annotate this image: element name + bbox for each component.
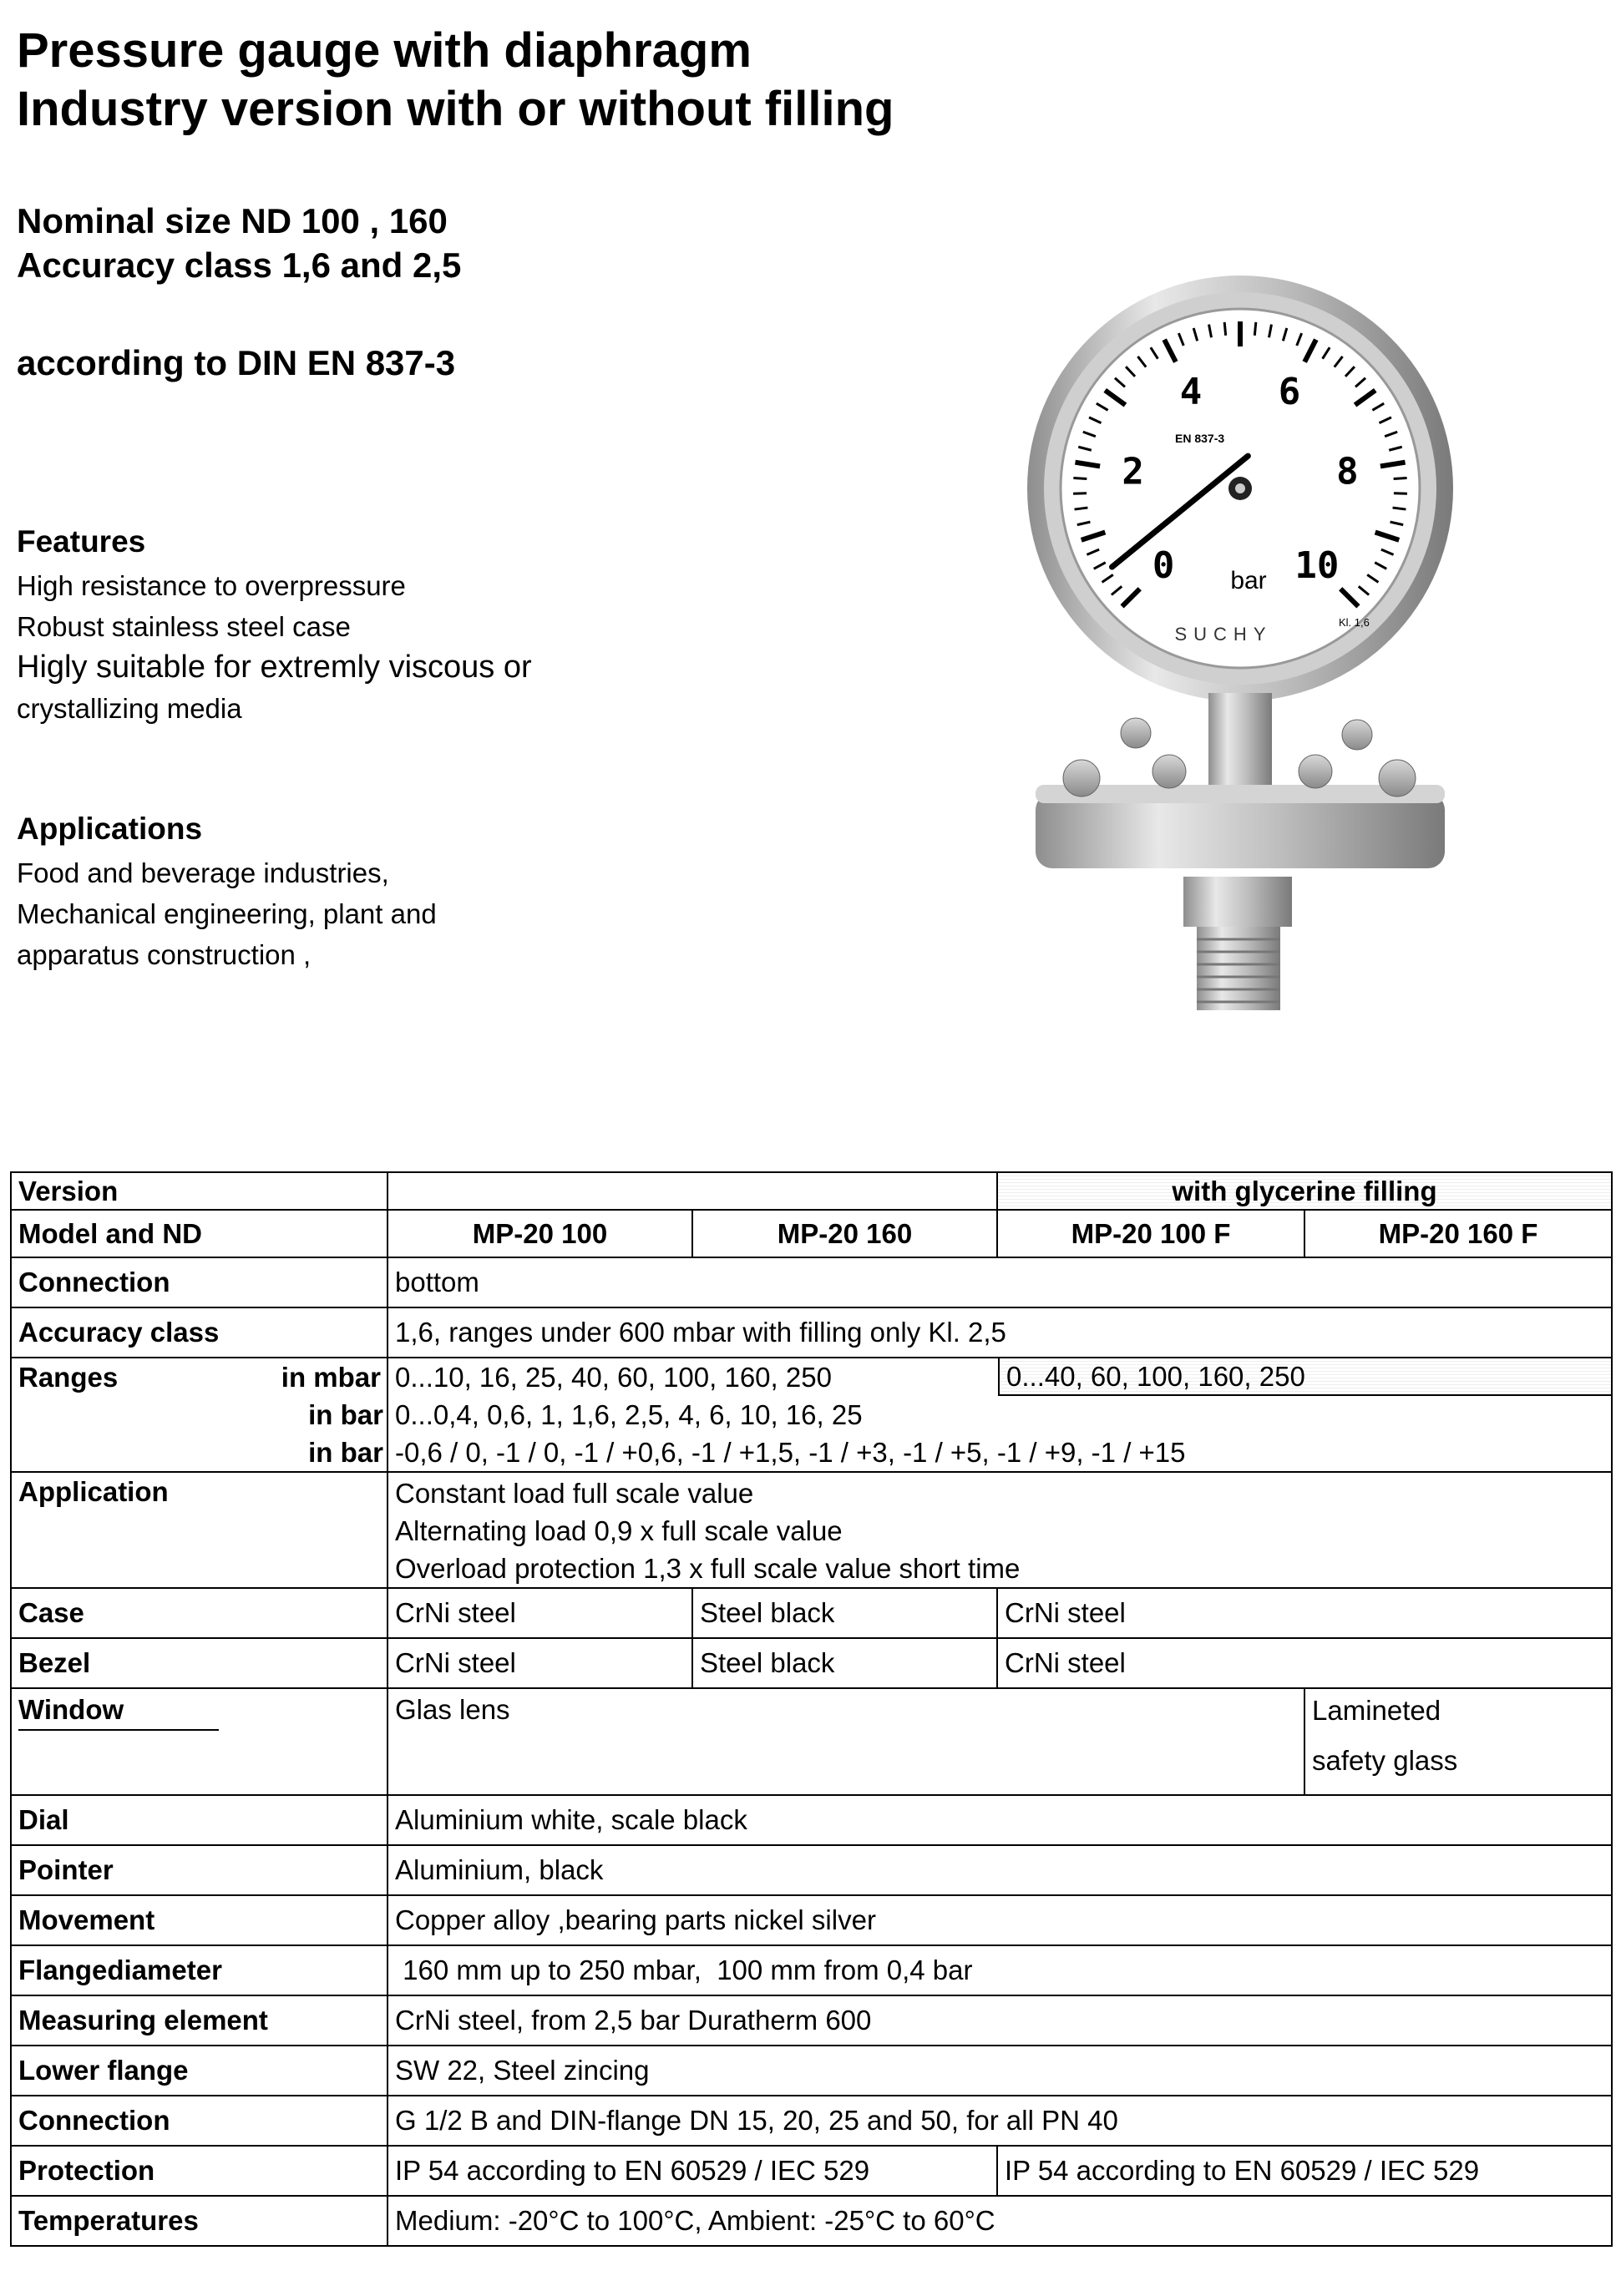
accuracy-value: 1,6, ranges under 600 mbar with filling only Kl. 2,5 [388, 1307, 1612, 1358]
dial-label: Dial [11, 1795, 388, 1845]
title-line-2: Industry version with or without filling [17, 82, 894, 136]
lower-flange-value: SW 22, Steel zincing [388, 2046, 1612, 2096]
dial-value: Aluminium white, scale black [388, 1795, 1612, 1845]
window-filled-2: safety glass [1312, 1745, 1458, 1776]
feature-item: Robust stainless steel case [17, 611, 351, 642]
scale-tick [1393, 508, 1406, 509]
connection2-label: Connection [11, 2096, 388, 2146]
model-mp20-100f: MP-20 100 F [997, 1210, 1304, 1257]
window-filled-1: Lamineted [1312, 1695, 1441, 1726]
model-label: Model and ND [11, 1210, 388, 1257]
application-item: apparatus construction , [17, 939, 312, 970]
connection-value: bottom [388, 1257, 1612, 1307]
pressure-gauge-image [990, 276, 1466, 1035]
scale-number: 6 [1278, 371, 1301, 414]
features-list [17, 565, 532, 729]
ranges-unit-bar: in bar [308, 1436, 383, 1468]
feature-item: High resistance to overpressure [17, 570, 406, 601]
application-alternating: Alternating load 0,9 x full scale value [395, 1515, 843, 1546]
title-line-1: Pressure gauge with diaphragm [17, 23, 752, 78]
scale-number: 10 [1294, 544, 1340, 587]
flange-value: 160 mm up to 250 mbar, 100 mm from 0,4 bar [388, 1945, 1612, 1995]
version-label: Version [11, 1172, 388, 1210]
features-heading: Features [17, 524, 146, 559]
bezel-value: CrNi steel [997, 1638, 1612, 1688]
applications-list [17, 852, 437, 975]
dial-unit-label: bar [1230, 567, 1267, 594]
flange-label: Flangediameter [11, 1945, 388, 1995]
model-mp20-160: MP-20 160 [692, 1210, 997, 1257]
ranges-mbar-filled: 0...40, 60, 100, 160, 250 [998, 1358, 1611, 1396]
element-value: CrNi steel, from 2,5 bar Duratherm 600 [388, 1995, 1612, 2046]
ranges-unit-bar: in bar [308, 1398, 383, 1430]
protection-value: IP 54 according to EN 60529 / IEC 529 [388, 2146, 997, 2196]
scale-tick [1075, 508, 1088, 509]
specification-table [10, 1171, 1613, 2247]
scale-tick [1394, 493, 1407, 494]
scale-number: 0 [1152, 544, 1175, 587]
element-label: Measuring element [11, 1995, 388, 2046]
pointer-value: Aluminium, black [388, 1845, 1612, 1895]
bezel-value: CrNi steel [388, 1638, 692, 1688]
scale-number: 4 [1179, 371, 1203, 414]
application-label: Application [11, 1472, 388, 1588]
case-value: CrNi steel [997, 1588, 1612, 1638]
gauge-stem [1208, 693, 1272, 785]
movement-value: Copper alloy ,bearing parts nickel silver [388, 1895, 1612, 1945]
accuracy-label: Accuracy class [11, 1307, 388, 1358]
dial-brand: SUCHY [1174, 624, 1273, 645]
lower-flange-label: Lower flange [11, 2046, 388, 2096]
case-value: CrNi steel [388, 1588, 692, 1638]
accuracy-class: Accuracy class 1,6 and 2,5 [17, 245, 462, 285]
ranges-label: Ranges [18, 1361, 119, 1393]
window-label: Window [18, 1694, 219, 1731]
movement-label: Movement [11, 1895, 388, 1945]
ranges-unit-mbar: in mbar [281, 1361, 381, 1393]
gauge-flange [1036, 793, 1445, 868]
protection-label: Protection [11, 2146, 388, 2196]
gauge-hex-nut [1183, 877, 1292, 927]
model-mp20-100: MP-20 100 [388, 1210, 692, 1257]
ranges-mbar: 0...10, 16, 25, 40, 60, 100, 160, 250 [395, 1361, 832, 1393]
bezel-value: Steel black [692, 1638, 997, 1688]
scale-number: 2 [1122, 450, 1144, 493]
feature-item: Higly suitable for extremly viscous or [17, 650, 532, 685]
dial-std-label: EN 837-3 [1175, 432, 1225, 445]
scale-tick [1254, 322, 1256, 336]
scale-tick [1073, 493, 1087, 494]
application-item: Mechanical engineering, plant and [17, 898, 437, 929]
application-item: Food and beverage industries, [17, 857, 389, 888]
case-value: Steel black [692, 1588, 997, 1638]
temperature-value: Medium: -20°C to 100°C, Ambient: -25°C to 60°C [388, 2196, 1612, 2246]
glycerine-header: with glycerine filling [997, 1172, 1612, 1210]
bezel-label: Bezel [11, 1638, 388, 1688]
scale-tick [1224, 322, 1226, 336]
case-label: Case [11, 1588, 388, 1638]
window-value: Glas lens [388, 1688, 1304, 1795]
page-title [17, 22, 894, 139]
model-mp20-160f: MP-20 160 F [1304, 1210, 1612, 1257]
ranges-bar-vacuum: -0,6 / 0, -1 / 0, -1 / +0,6, -1 / +1,5, -1 / +3, -1 / +5, -1 / +9, -1 / +15 [395, 1436, 1186, 1468]
standard: according to DIN EN 837-3 [17, 343, 456, 382]
dial-class-label: Kl. 1,6 [1339, 616, 1370, 629]
applications-heading: Applications [17, 812, 203, 846]
nominal-size: Nominal size ND 100 , 160 [17, 201, 448, 240]
connection2-value: G 1/2 B and DIN-flange DN 15, 20, 25 and 50, for all PN 40 [388, 2096, 1612, 2146]
ranges-bar-positive: 0...0,4, 0,6, 1, 1,6, 2,5, 4, 6, 10, 16, 25 [395, 1398, 863, 1430]
application-overload: Overload protection 1,3 x full scale value short time [395, 1553, 1021, 1584]
feature-item: crystallizing media [17, 693, 242, 724]
protection-filled-value: IP 54 according to EN 60529 / IEC 529 [997, 2146, 1612, 2196]
connection-label: Connection [11, 1257, 388, 1307]
application-constant: Constant load full scale value [395, 1478, 754, 1509]
temperature-label: Temperatures [11, 2196, 388, 2246]
scale-number: 8 [1336, 450, 1359, 493]
pointer-label: Pointer [11, 1845, 388, 1895]
